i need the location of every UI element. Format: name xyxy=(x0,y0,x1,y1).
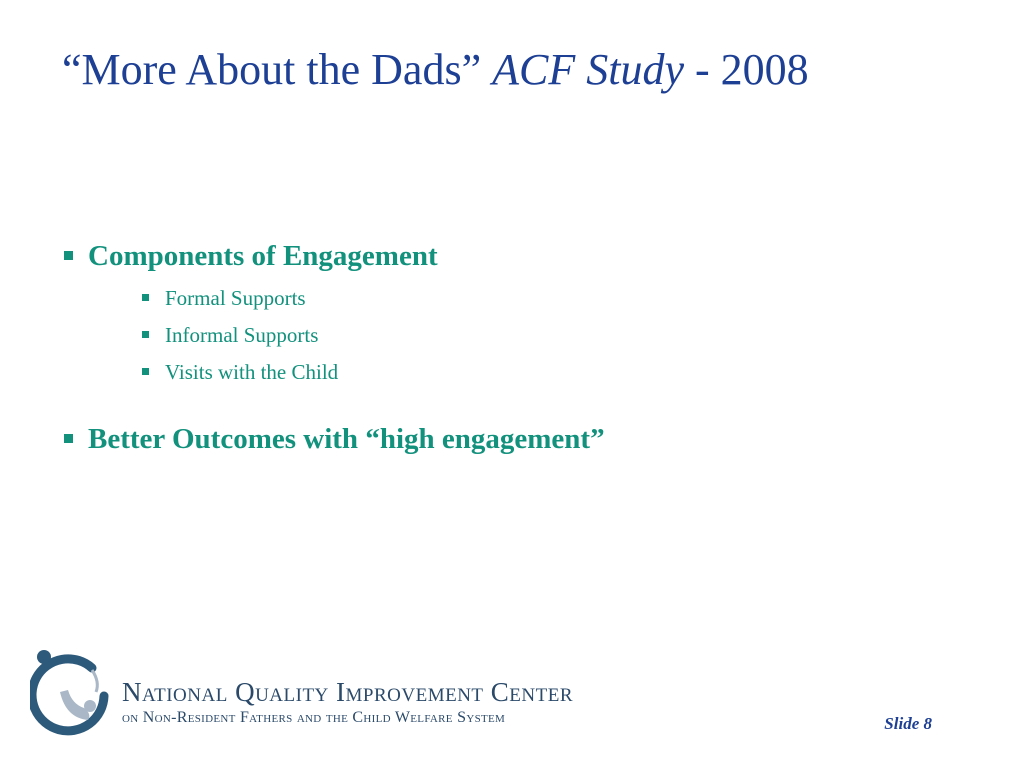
square-bullet-icon xyxy=(142,368,149,375)
bullet-better-outcomes xyxy=(62,419,962,459)
sub-bullet-formal-supports xyxy=(142,280,962,317)
parent-child-ring-icon xyxy=(30,648,120,740)
title-main: “More About the Dads” xyxy=(62,45,493,94)
slide-number: Slide 8 xyxy=(884,714,932,733)
logo-org-subtitle: on Non-Resident Fathers and the Child Welfare System xyxy=(122,709,506,726)
logo-org-name: National Quality Improvement Center xyxy=(122,677,573,707)
bullet-text: Components of Engagement xyxy=(88,240,438,272)
sub-bullet-text: Visits with the Child xyxy=(165,360,339,384)
square-bullet-icon xyxy=(64,434,73,443)
spacer xyxy=(62,391,962,419)
title-suffix: - 2008 xyxy=(683,45,809,94)
bullet-components-of-engagement xyxy=(62,236,962,276)
square-bullet-icon xyxy=(142,294,149,301)
slide-content xyxy=(62,236,962,459)
sub-bullet-text: Formal Supports xyxy=(165,286,306,310)
sub-bullet-informal-supports xyxy=(142,317,962,354)
sub-bullet-text: Informal Supports xyxy=(165,323,319,347)
sub-bullet-visits-with-the-child xyxy=(142,354,962,391)
square-bullet-icon xyxy=(64,251,73,260)
slide-title xyxy=(62,42,809,98)
square-bullet-icon xyxy=(142,331,149,338)
bullet-text: Better Outcomes with “high engagement” xyxy=(88,423,605,455)
logo-text xyxy=(122,678,573,728)
organization-logo xyxy=(30,648,573,740)
title-italic: ACF Study xyxy=(492,45,684,94)
sub-bullet-list xyxy=(62,280,962,391)
